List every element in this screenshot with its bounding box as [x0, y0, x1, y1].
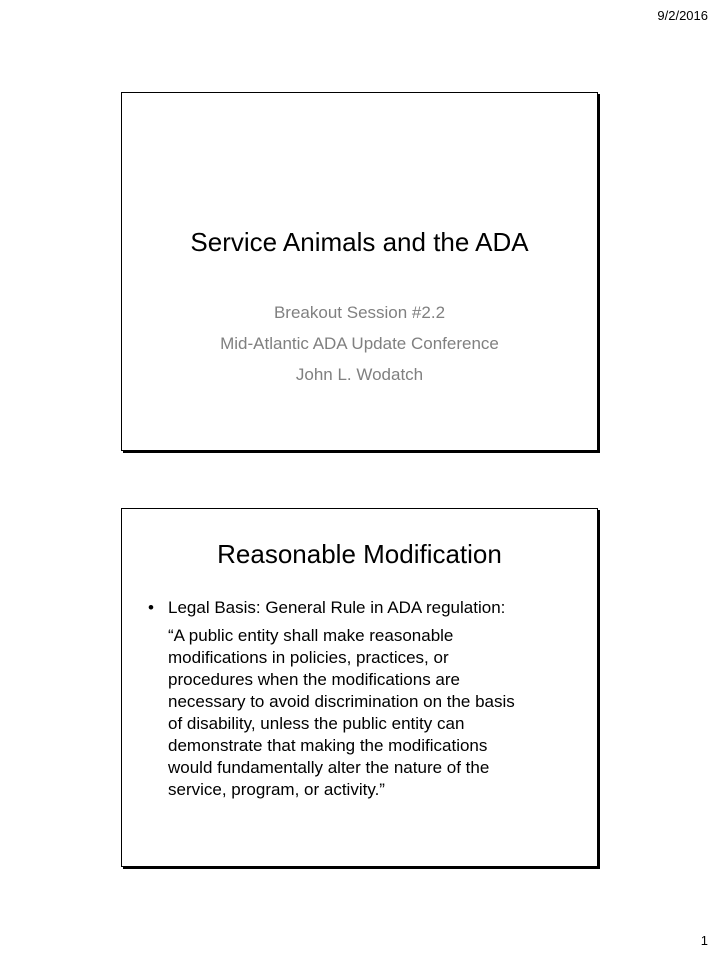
quote-line: modifications in policies, practices, or — [168, 648, 449, 667]
subtitle-line: Mid-Atlantic ADA Update Conference — [220, 334, 499, 353]
slide-1-title: Service Animals and the ADA — [190, 227, 529, 257]
subtitle-line: John L. Wodatch — [295, 365, 424, 384]
slide-2 — [121, 508, 598, 867]
quote-line: would fundamentally alter the nature of the — [168, 758, 490, 777]
slide-1-subtitle — [122, 297, 597, 390]
quote-line: procedures when the modifications are — [168, 670, 460, 689]
bullet-text: Legal Basis: General Rule in ADA regulation: — [168, 598, 506, 617]
bullet-icon: • — [148, 598, 154, 617]
page-date: 9/2/2016 — [657, 8, 708, 23]
regulation-quote — [168, 625, 579, 801]
quote-line: demonstrate that making the modifications — [168, 736, 488, 755]
slide-1 — [121, 92, 598, 451]
subtitle-line: Breakout Session #2.2 — [273, 303, 446, 322]
page-number: 1 — [700, 933, 708, 948]
quote-line: of disability, unless the public entity can — [168, 714, 465, 733]
quote-line: service, program, or activity.” — [168, 780, 385, 799]
slide-2-title: Reasonable Modification — [217, 539, 502, 569]
quote-line: “A public entity shall make reasonable — [168, 626, 454, 645]
bullet-item — [148, 597, 585, 619]
quote-line: necessary to avoid discrimination on the basis — [168, 692, 515, 711]
